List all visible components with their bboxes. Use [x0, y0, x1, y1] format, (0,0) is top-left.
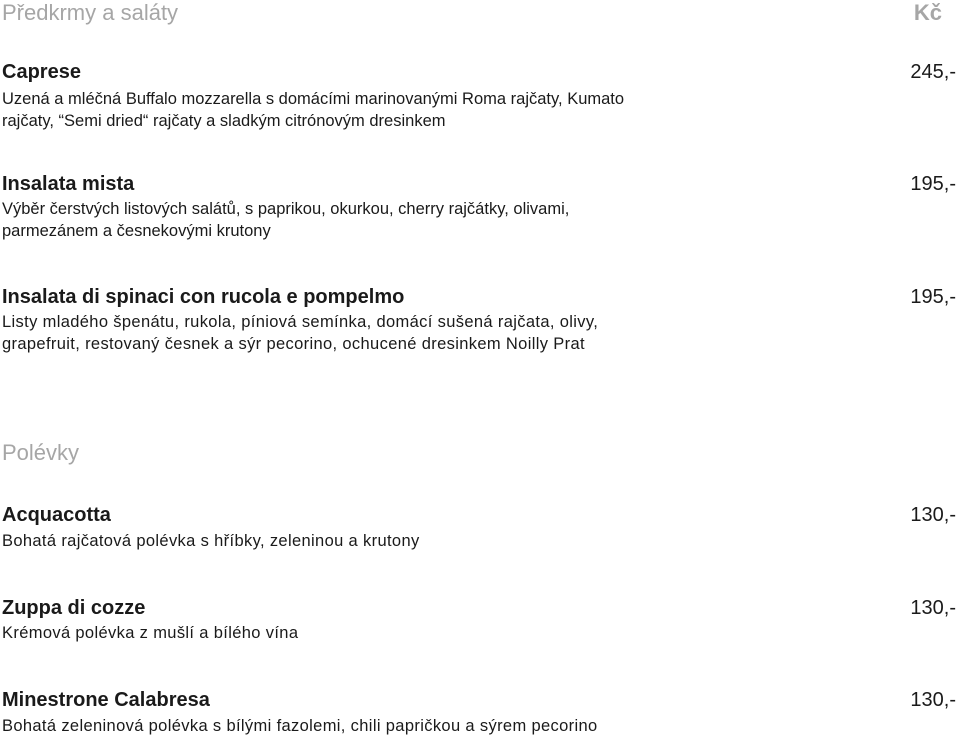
item-desc-acquacotta: Bohatá rajčatová polévka s hříbky, zeleninou a krutony	[2, 532, 420, 550]
item-price-zuppa-di-cozze: 130,-	[910, 597, 956, 619]
item-name-insalata-spinaci: Insalata di spinaci con rucola e pompelmo	[2, 286, 405, 308]
item-desc-caprese-line1: Uzená a mléčná Buffalo mozzarella s domácími marinovanými Roma rajčaty, Kumato	[2, 90, 625, 108]
section-title-predkrmy: Předkrmy a saláty	[2, 0, 179, 25]
item-name-zuppa-di-cozze: Zuppa di cozze	[2, 597, 146, 619]
item-price-minestrone: 130,-	[910, 689, 956, 711]
item-name-caprese: Caprese	[2, 61, 81, 83]
item-desc-insalata-mista-line1: Výběr čerstvých listových salátů, s paprikou, okurkou, cherry rajčátky, olivami,	[2, 200, 570, 218]
item-name-minestrone: Minestrone Calabresa	[2, 689, 210, 711]
item-price-acquacotta: 130,-	[910, 504, 956, 526]
item-price-caprese: 245,-	[910, 61, 956, 83]
item-desc-insalata-mista-line2: parmezánem a česnekovými krutony	[2, 222, 271, 240]
item-desc-zuppa-di-cozze: Krémová polévka z mušlí a bílého vína	[2, 624, 299, 642]
item-name-insalata-mista: Insalata mista	[2, 173, 135, 195]
item-desc-insalata-spinaci-line1: Listy mladého špenátu, rukola, píniová semínka, domácí sušená rajčata, olivy,	[2, 313, 599, 331]
item-price-insalata-mista: 195,-	[910, 173, 956, 195]
section-title-polevky: Polévky	[2, 440, 80, 465]
item-desc-minestrone: Bohatá zeleninová polévka s bílými fazolemi, chili papričkou a sýrem pecorino	[2, 717, 598, 735]
currency-label: Kč	[913, 0, 942, 25]
item-desc-insalata-spinaci-line2: grapefruit, restovaný česnek a sýr pecorino, ochucené dresinkem Noilly Prat	[2, 335, 585, 353]
item-desc-caprese-line2: rajčaty, “Semi dried“ rajčaty a sladkým citrónovým dresinkem	[2, 112, 446, 130]
item-price-insalata-spinaci: 195,-	[910, 286, 956, 308]
item-name-acquacotta: Acquacotta	[2, 504, 111, 526]
